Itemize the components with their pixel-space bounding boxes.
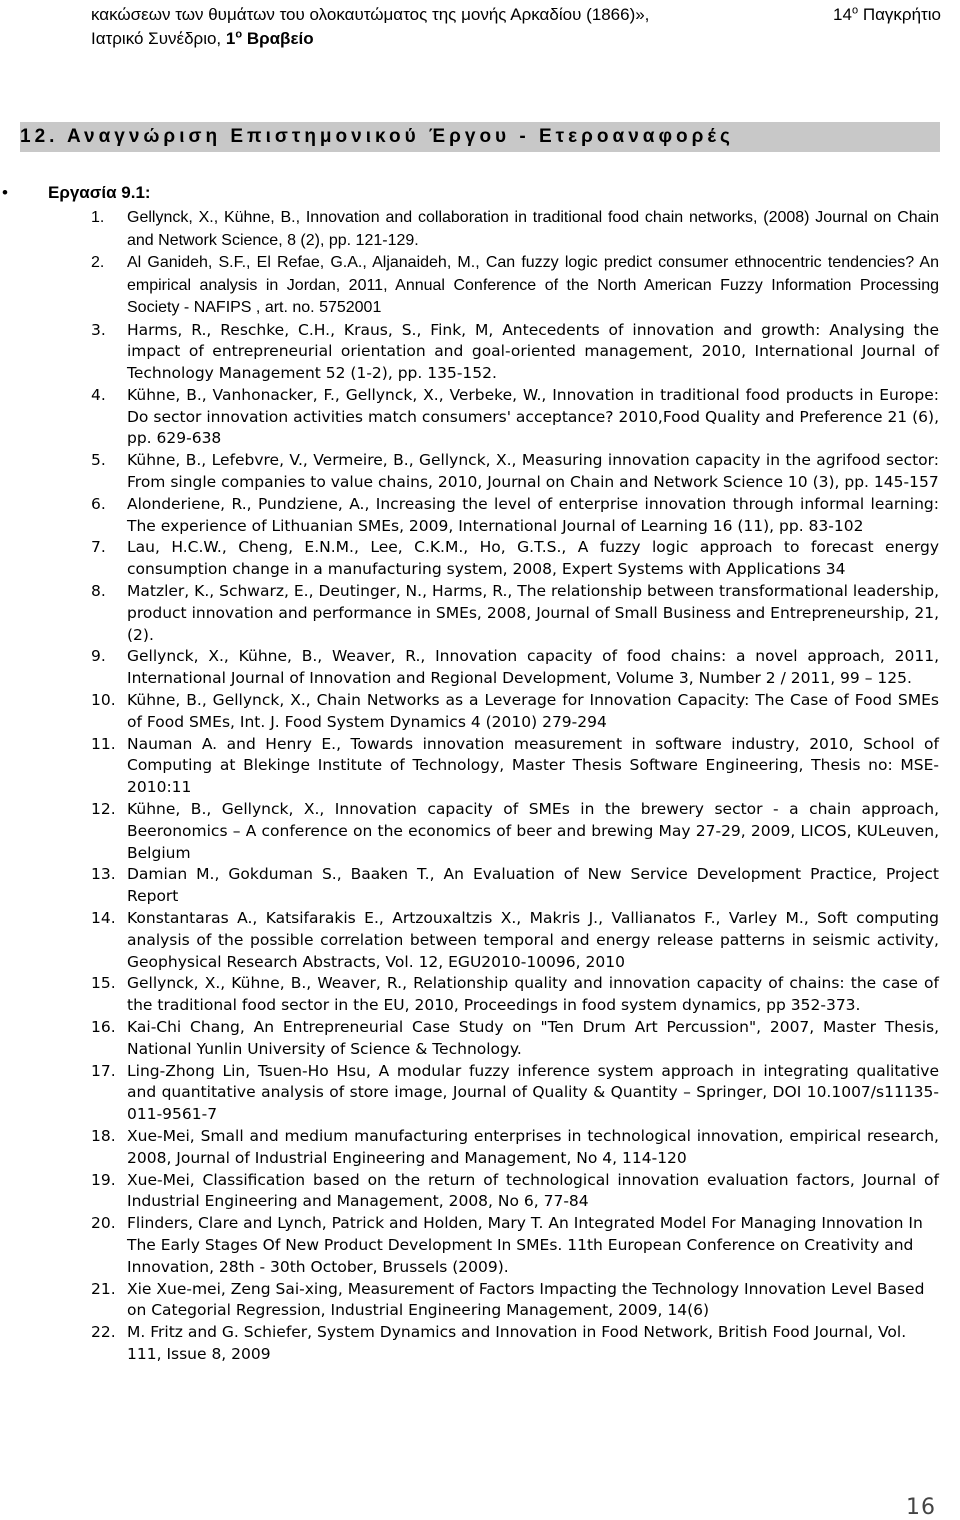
reference-number: 15. xyxy=(91,974,116,993)
reference-number: 6. xyxy=(91,494,106,513)
reference-item xyxy=(91,581,939,646)
bullet-icon: • xyxy=(2,183,8,202)
header-line-2 xyxy=(91,27,941,51)
reference-item xyxy=(91,537,939,581)
reference-number: 17. xyxy=(91,1061,116,1080)
reference-item xyxy=(91,799,939,864)
reference-item xyxy=(91,690,939,734)
reference-text: Xue-Mei, Classification based on the return of technological innovation evaluation factors, Journal of Industrial Engineering and Management, 2008, No 6, 77-84 xyxy=(127,1170,939,1211)
reference-item xyxy=(91,864,939,908)
header-sup: ο xyxy=(851,4,859,17)
reference-number: 7. xyxy=(91,538,106,557)
award-text xyxy=(226,29,314,48)
reference-number: 19. xyxy=(91,1170,116,1189)
reference-text: Kühne, B., Gellynck, X., Innovation capacity of SMEs in the brewery sector - a chain approach, Beeronomics – A conference on the economics of beer and brewing May 27-29, 2009, LICOS, KULeuven, Belgium xyxy=(127,800,939,862)
reference-text: Nauman A. and Henry E., Towards innovation measurement in software industry, 2010, School of Computing at Blekinge Institute of Technology, Master Thesis Software Engineering, Thesis no: MSE-2010:11 xyxy=(127,734,939,797)
award-num: 1 xyxy=(225,29,236,48)
page-number: 16 xyxy=(906,1495,936,1520)
header-line-2-text: Ιατρικό Συνέδριο, xyxy=(91,29,226,48)
reference-number: 3. xyxy=(91,320,106,339)
reference-list xyxy=(91,207,939,1366)
header-num: 14 xyxy=(833,5,852,24)
reference-text: Gellynck, X., Kühne, B., Innovation and collaboration in traditional food chain networks, (2008) Journal on Chain and Network Science, 8 (2), pp. 121-129. xyxy=(127,209,939,249)
reference-number: 18. xyxy=(91,1126,116,1145)
reference-item xyxy=(91,494,939,538)
reference-text: Alonderiene, R., Pundziene, A., Increasing the level of enterprise innovation through informal learning: The experience of Lithuanian SMEs, 2009, International Journal of Learning 16 (11), pp. 83-102 xyxy=(127,494,939,535)
subheading xyxy=(2,182,151,204)
reference-number: 5. xyxy=(91,451,106,470)
reference-item xyxy=(91,252,939,320)
reference-text: Damian M., Gokduman S., Baaken T., An Evaluation of New Service Development Practice, Project Report xyxy=(127,865,939,906)
reference-number: 16. xyxy=(91,1018,116,1036)
reference-number: 12. xyxy=(91,800,116,819)
reference-text: Gellynck, X., Kühne, B., Weaver, R., Relationship quality and innovation capacity of chains: the case of the traditional food sector in the EU, 2010, Proceedings in food system dynamics, pp 352-373. xyxy=(127,974,939,1015)
reference-text: Xie Xue-mei, Zeng Sai-xing, Measurement of Factors Impacting the Technology Innovation Level Based on Categorial Regression, Industrial Engineering Management, 2009, 14(6) xyxy=(127,1279,925,1320)
reference-text: Konstantaras A., Katsifarakis E., Artzouxaltzis X., Makris J., Vallianatos F., Varley M., Soft computing analysis of the possible correlation between temporal and energy release patterns in seismic activity, Geophysical Research Abstracts, Vol. 12, EGU2010-10096, 2010 xyxy=(127,909,939,971)
award-rest: Βραβείο xyxy=(242,29,314,48)
reference-number: 11. xyxy=(91,734,116,753)
reference-text: Matzler, K., Schwarz, E., Deutinger, N., Harms, R., The relationship between transformational leadership, product innovation and performance in SMEs, 2008, Journal of Small Business and Entrepreneurship, 21, (2). xyxy=(127,582,939,644)
reference-text: Kühne, B., Lefebvre, V., Vermeire, B., Gellynck, X., Measuring innovation capacity in the agrifood sector: From single companies to value chains, 2010, Journal on Chain and Network Science 10 (3), pp. 145-157 xyxy=(127,451,939,492)
reference-item xyxy=(91,207,939,252)
reference-text: Ling-Zhong Lin, Tsuen-Ho Hsu, A modular fuzzy inference system approach in integrating qualitative and quantitative analysis of store image, Journal of Quality & Quantity – Springer, DOI 10.1007/s11135-011-9561-7 xyxy=(127,1061,939,1124)
reference-item xyxy=(91,450,939,494)
reference-number: 8. xyxy=(91,582,106,601)
reference-number: 2. xyxy=(91,254,105,271)
reference-item xyxy=(91,908,939,973)
reference-text: Kühne, B., Vanhonacker, F., Gellynck, X., Verbeke, W., Innovation in traditional food products in Europe: Do sector innovation activities match consumers' acceptance? 2010,Food Quality and Preference 21 (6), pp. 629-638 xyxy=(127,385,939,448)
header-text xyxy=(91,3,941,51)
reference-item xyxy=(91,1017,939,1061)
subheading-text: Εργασία 9.1: xyxy=(48,183,151,202)
reference-number: 13. xyxy=(91,865,116,884)
reference-text: Harms, R., Reschke, C.H., Kraus, S., Fink, M, Antecedents of innovation and growth: Analysing the impact of entrepreneurial orientation and goal-oriented management, 2010, International Journal of Technology Management 52 (1-2), pp. 135-152. xyxy=(127,320,939,383)
header-line-1-left: κακώσεων των θυμάτων του ολοκαυτώματος της μονής Αρκαδίου (1866)», xyxy=(91,5,650,24)
reference-number: 21. xyxy=(91,1279,116,1298)
reference-item xyxy=(91,1322,939,1366)
reference-number: 22. xyxy=(91,1323,116,1342)
reference-item xyxy=(91,646,939,690)
reference-item xyxy=(91,1279,939,1323)
reference-item xyxy=(91,1126,939,1170)
reference-item xyxy=(91,385,939,450)
reference-item xyxy=(91,1213,939,1278)
reference-text: Lau, H.C.W., Cheng, E.N.M., Lee, C.K.M., Ho, G.T.S., A fuzzy logic approach to forecast energy consumption change in a manufacturing system, 2008, Expert Systems with Applications 34 xyxy=(127,538,939,579)
reference-item xyxy=(91,320,939,385)
reference-number: 9. xyxy=(91,647,106,666)
reference-number: 20. xyxy=(91,1214,116,1233)
reference-text: Flinders, Clare and Lynch, Patrick and Holden, Mary T. An Integrated Model For Managing Innovation In The Early Stages Of New Product Development In SMEs. 11th European Conference on Creativity and Innovation, 28th - 30th October, Brussels (2009). xyxy=(127,1214,923,1276)
reference-text: Xue-Mei, Small and medium manufacturing enterprises in technological innovation, empirical research, 2008, Journal of Industrial Engineering and Management, No 4, 114-120 xyxy=(127,1126,939,1167)
reference-text: Al Ganideh, S.F., El Refae, G.A., Aljanaideh, M., Can fuzzy logic predict consumer ethnocentric tendencies? An empirical analysis in Jordan, 2011, Annual Conference of the North American Fuzzy Information Processing Society - NAFIPS , art. no. 5752001 xyxy=(127,254,939,316)
reference-text: Gellynck, X., Kühne, B., Weaver, R., Innovation capacity of food chains: a novel approach, 2011, International Journal of Innovation and Regional Development, Volume 3, Number 2 / 2011, 99 – 125. xyxy=(127,647,939,688)
header-line-1 xyxy=(91,3,941,27)
reference-number: 10. xyxy=(91,691,116,710)
header-line-1-right xyxy=(833,3,941,27)
reference-item xyxy=(91,973,939,1017)
reference-text: M. Fritz and G. Schiefer, System Dynamics and Innovation in Food Network, British Food Journal, Vol. 111, Issue 8, 2009 xyxy=(127,1323,907,1363)
reference-text: Kühne, B., Gellynck, X., Chain Networks as a Leverage for Innovation Capacity: The Case of Food SMEs of Food SMEs, Int. J. Food System Dynamics 4 (2010) 279-294 xyxy=(127,691,939,731)
reference-number: 4. xyxy=(91,385,106,404)
reference-number: 14. xyxy=(91,909,116,928)
reference-item xyxy=(91,734,939,799)
section-heading: 12. Αναγνώριση Επιστημονικού Έργου - Ετεροαναφορές xyxy=(20,122,940,152)
award-sup: ο xyxy=(235,28,243,41)
reference-item xyxy=(91,1061,939,1126)
reference-number: 1. xyxy=(91,209,105,226)
reference-text: Kai-Chi Chang, An Entrepreneurial Case Study on "Ten Drum Art Percussion", 2007, Master Thesis, National Yunlin University of Science & Technology. xyxy=(127,1018,939,1058)
header-rest: Παγκρήτιο xyxy=(858,5,941,24)
reference-item xyxy=(91,1170,939,1214)
